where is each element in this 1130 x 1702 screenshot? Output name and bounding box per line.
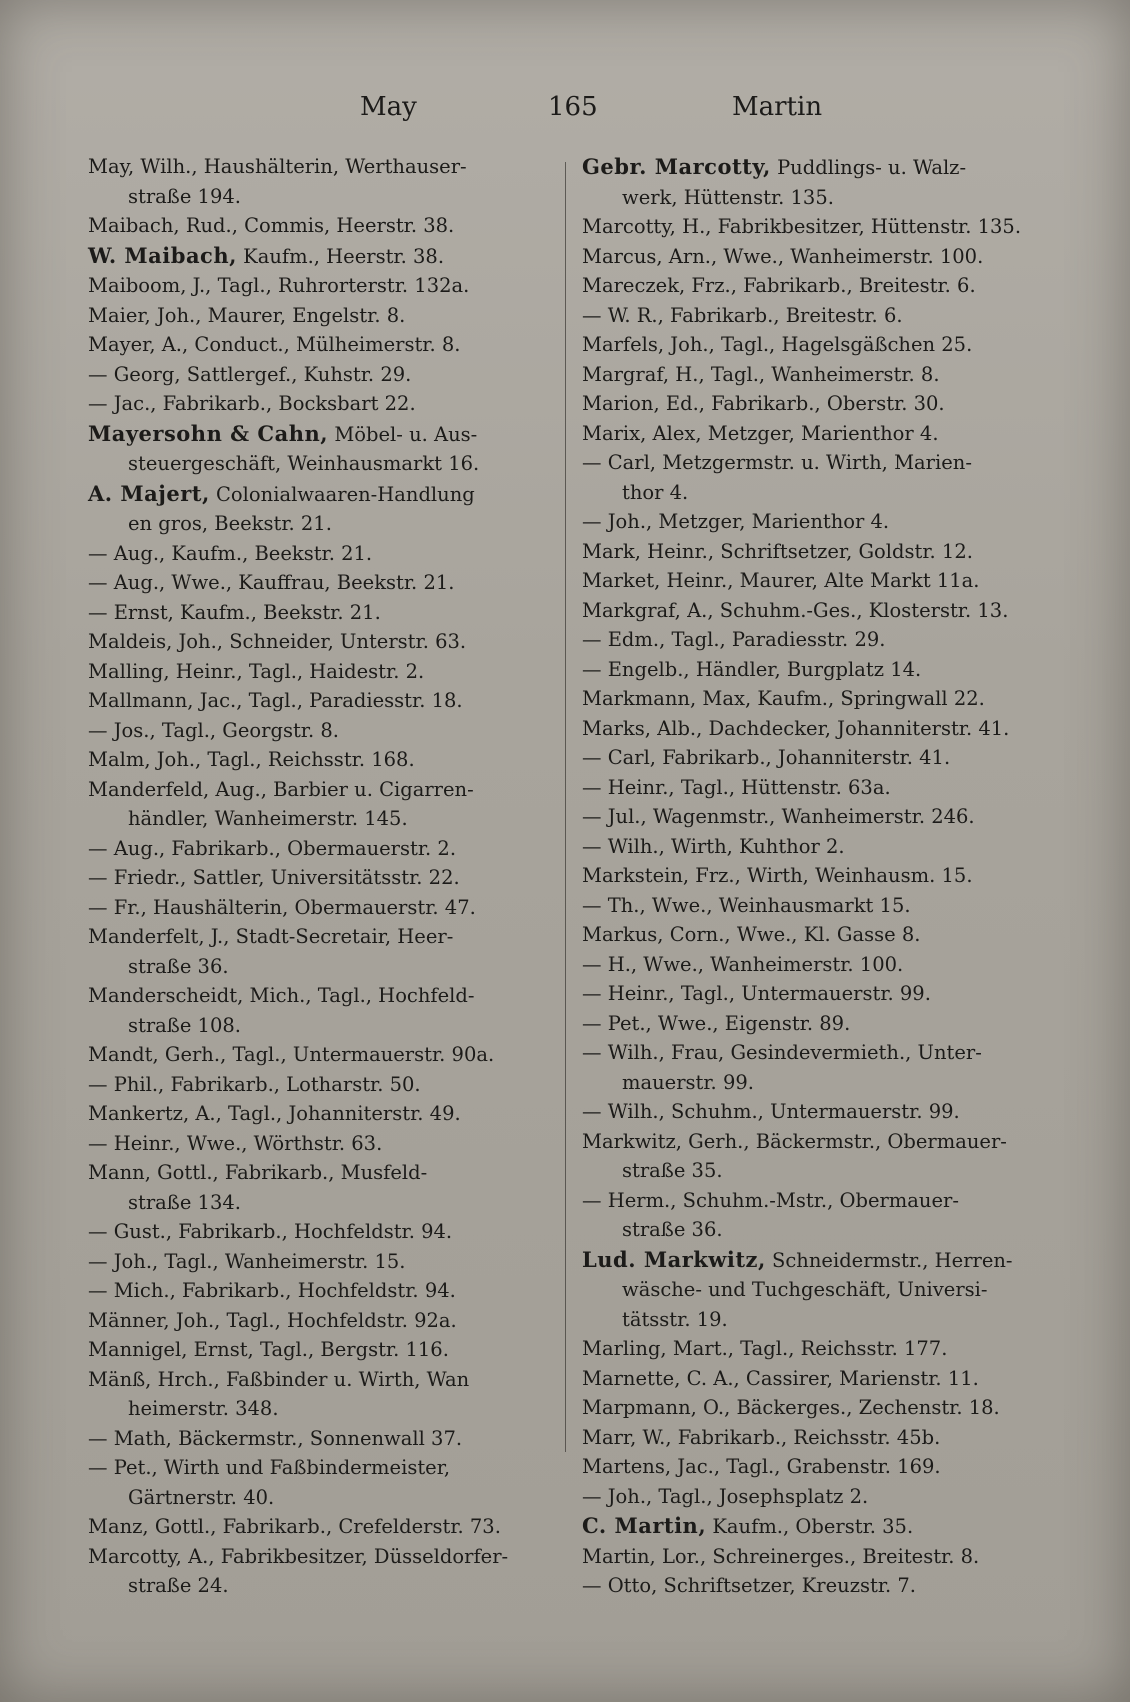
directory-entry	[582, 1245, 1052, 1335]
directory-entry	[88, 1217, 553, 1247]
entry-line: — Carl, Metzgermstr. u. Wirth, Marien-	[582, 451, 972, 474]
entry-line: Marling, Mart., Tagl., Reichsstr. 177.	[582, 1337, 948, 1360]
entry-line: — Aug., Fabrikarb., Obermauerstr. 2.	[88, 836, 457, 860]
entry-line: — Wilh., Schuhm., Untermauerstr. 99.	[582, 1100, 960, 1123]
directory-entry	[88, 686, 553, 716]
entry-line: — Aug., Kaufm., Beekstr. 21.	[88, 541, 373, 565]
entry-line: Marcotty, A., Fabrikbesitzer, Düsseldorfer-	[88, 1544, 509, 1568]
entry-line: — Engelb., Händler, Burgplatz 14.	[582, 657, 922, 681]
directory-entry	[88, 1247, 553, 1277]
entry-firm-name: W. Maibach,	[88, 242, 237, 268]
entry-line: Mareczek, Frz., Fabrikarb., Breitestr. 6.	[582, 274, 976, 297]
entry-line: Maiboom, J., Tagl., Ruhrorterstr. 132a.	[88, 274, 470, 297]
entry-continuation: händler, Wanheimerstr. 145.	[128, 807, 408, 830]
directory-entry	[582, 714, 1052, 744]
entry-line: — Joh., Metzger, Marienthor 4.	[582, 510, 890, 533]
entry-firm-name: Mayersohn & Cahn,	[88, 420, 329, 446]
directory-entry	[582, 861, 1052, 891]
entry-continuation: straße 194.	[128, 184, 241, 208]
entry-line: — Heinr., Tagl., Hüttenstr. 63a.	[582, 775, 891, 799]
entry-line: — Wilh., Wirth, Kuhthor 2.	[582, 834, 845, 858]
entry-line: Kaufm., Oberstr. 35.	[712, 1515, 914, 1538]
entry-line: Männer, Joh., Tagl., Hochfeldstr. 92a.	[88, 1308, 457, 1332]
directory-entry	[582, 152, 1052, 212]
directory-entry	[88, 241, 553, 272]
directory-entry	[88, 1542, 553, 1601]
entry-line: Markwitz, Gerh., Bäckermstr., Obermauer-	[582, 1129, 1007, 1153]
entry-line: Möbel- u. Aus-	[334, 422, 478, 446]
entry-line: — Mich., Fabrikarb., Hochfeldstr. 94.	[88, 1279, 456, 1302]
directory-entry	[582, 1364, 1052, 1394]
entry-line: Mandt, Gerh., Tagl., Untermauerstr. 90a.	[88, 1043, 495, 1066]
entry-line: Manderfeld, Aug., Barbier u. Cigarren-	[88, 777, 474, 801]
entry-continuation: steuergeschäft, Weinhausmarkt 16.	[128, 452, 480, 475]
entry-line: — Phil., Fabrikarb., Lotharstr. 50.	[88, 1072, 421, 1096]
directory-entry	[582, 360, 1052, 390]
directory-entry	[582, 507, 1052, 537]
entry-line: Maibach, Rud., Commis, Heerstr. 38.	[88, 214, 455, 237]
page-number: 165	[548, 92, 598, 122]
entry-line: Mayer, A., Conduct., Mülheimerstr. 8.	[88, 333, 461, 356]
directory-entry	[88, 1158, 553, 1217]
directory-entry	[582, 271, 1052, 301]
entry-line: — Jac., Fabrikarb., Bocksbart 22.	[88, 392, 416, 415]
directory-entry	[88, 775, 553, 834]
entry-line: Martin, Lor., Schreinerges., Breitestr. 8.	[582, 1544, 980, 1568]
directory-entry	[582, 596, 1052, 626]
entry-line: Puddlings- u. Walz-	[777, 156, 967, 179]
directory-entry	[88, 893, 553, 923]
entry-line: Maier, Joh., Maurer, Engelstr. 8.	[88, 303, 406, 327]
entry-line: Manz, Gottl., Fabrikarb., Crefelderstr. 73.	[88, 1515, 501, 1538]
directory-entry	[582, 743, 1052, 773]
directory-entry	[88, 1099, 553, 1129]
entry-line: — H., Wwe., Wanheimerstr. 100.	[582, 952, 904, 976]
entry-line: Manderfelt, J., Stadt-Secretair, Heer-	[88, 925, 454, 948]
entry-line: Marcus, Arn., Wwe., Wanheimerstr. 100.	[582, 244, 984, 268]
entry-line: Marpmann, O., Bäckerges., Zechenstr. 18.	[582, 1396, 1000, 1419]
directory-entry	[582, 212, 1052, 242]
directory-entry	[88, 716, 553, 746]
entry-line: Markstein, Frz., Wirth, Weinhausm. 15.	[582, 864, 973, 887]
entry-line: Manderscheidt, Mich., Tagl., Hochfeld-	[88, 984, 475, 1007]
entry-continuation: en gros, Beekstr. 21.	[128, 512, 332, 535]
entry-continuation: straße 36.	[128, 954, 229, 978]
directory-entry	[582, 1511, 1052, 1542]
entry-continuation: tätsstr. 19.	[622, 1307, 728, 1331]
directory-entry	[582, 832, 1052, 862]
directory-entry	[88, 1335, 553, 1365]
entry-line: — Heinr., Wwe., Wörthstr. 63.	[88, 1131, 383, 1155]
entry-line: Markmann, Max, Kaufm., Springwall 22.	[582, 687, 985, 710]
directory-entry	[582, 301, 1052, 331]
left-column	[88, 152, 553, 1601]
directory-entry	[582, 684, 1052, 714]
entry-line: — Gust., Fabrikarb., Hochfeldstr. 94.	[88, 1220, 453, 1243]
entry-line: Marix, Alex, Metzger, Marienthor 4.	[582, 421, 939, 445]
entry-line: — Th., Wwe., Weinhausmarkt 15.	[582, 893, 911, 917]
entry-line: May, Wilh., Haushälterin, Werthauser-	[88, 155, 467, 178]
directory-entry	[582, 979, 1052, 1009]
entry-line: Colonialwaaren-Handlung	[216, 482, 475, 506]
entry-continuation: wäsche- und Tuchgeschäft, Universi-	[622, 1278, 988, 1301]
directory-entry	[582, 537, 1052, 567]
entry-line: Mark, Heinr., Schriftsetzer, Goldstr. 12.	[582, 539, 973, 563]
entry-line: — Heinr., Tagl., Untermauerstr. 99.	[582, 982, 931, 1005]
directory-entry	[88, 922, 553, 981]
directory-entry	[88, 1512, 553, 1542]
entry-line: Mänß, Hrch., Faßbinder u. Wirth, Wan	[88, 1367, 470, 1391]
entry-line: — Fr., Haushälterin, Obermauerstr. 47.	[88, 895, 476, 919]
entry-line: — Otto, Schriftsetzer, Kreuzstr. 7.	[582, 1574, 917, 1597]
entry-line: — Pet., Wwe., Eigenstr. 89.	[582, 1011, 851, 1035]
directory-entry	[88, 1453, 553, 1512]
entry-line: — Joh., Tagl., Wanheimerstr. 15.	[88, 1249, 406, 1273]
entry-firm-name: Gebr. Marcotty,	[582, 154, 771, 179]
directory-entry	[88, 568, 553, 598]
page-header	[0, 92, 1130, 132]
directory-entry	[88, 657, 553, 687]
directory-entry	[582, 1038, 1052, 1097]
entry-line: — Edm., Tagl., Paradiesstr. 29.	[582, 628, 886, 651]
entry-line: Kaufm., Heerstr. 38.	[243, 244, 445, 268]
entry-continuation: straße 36.	[622, 1218, 723, 1241]
directory-entry	[582, 1127, 1052, 1186]
entry-line: — Joh., Tagl., Josephsplatz 2.	[582, 1484, 869, 1508]
entry-line: — Ernst, Kaufm., Beekstr. 21.	[88, 600, 381, 624]
directory-entry	[88, 152, 553, 211]
entry-firm-name: A. Majert,	[88, 480, 210, 506]
directory-entry	[582, 1571, 1052, 1601]
directory-entry	[88, 330, 553, 360]
entry-continuation: straße 108.	[128, 1013, 241, 1037]
entry-line: Marfels, Joh., Tagl., Hagelsgäßchen 25.	[582, 333, 973, 356]
entry-line: Marr, W., Fabrikarb., Reichsstr. 45b.	[582, 1425, 941, 1449]
directory-entry	[88, 419, 553, 479]
directory-entry	[582, 773, 1052, 803]
directory-entry	[88, 301, 553, 331]
entry-continuation: straße 134.	[128, 1190, 241, 1214]
entry-continuation: Gärtnerstr. 40.	[128, 1485, 275, 1509]
directory-entry	[582, 448, 1052, 507]
directory-entry	[582, 1452, 1052, 1482]
entry-line: — Math, Bäckermstr., Sonnenwall 37.	[88, 1426, 463, 1450]
directory-entry	[88, 479, 553, 539]
directory-entry	[88, 211, 553, 241]
entry-firm-name: C. Martin,	[582, 1513, 707, 1538]
directory-entry	[88, 389, 553, 419]
directory-entry	[582, 1009, 1052, 1039]
column-divider	[565, 162, 566, 1452]
directory-entry	[88, 745, 553, 775]
entry-line: Marnette, C. A., Cassirer, Marienstr. 11.	[582, 1366, 979, 1390]
entry-line: Markgraf, A., Schuhm.-Ges., Klosterstr. 13.	[582, 598, 1009, 622]
entry-continuation: mauerstr. 99.	[622, 1070, 754, 1094]
directory-entry	[582, 1423, 1052, 1453]
directory-entry	[582, 625, 1052, 655]
entry-continuation: werk, Hüttenstr. 135.	[622, 185, 834, 209]
entry-line: — Wilh., Frau, Gesindevermieth., Unter-	[582, 1041, 982, 1064]
directory-entry	[582, 389, 1052, 419]
entry-line: Market, Heinr., Maurer, Alte Markt 11a.	[582, 569, 980, 592]
entry-line: — Pet., Wirth und Faßbindermeister,	[88, 1456, 451, 1479]
entry-line: — Herm., Schuhm.-Mstr., Obermauer-	[582, 1188, 959, 1212]
entry-line: Martens, Jac., Tagl., Grabenstr. 169.	[582, 1455, 941, 1478]
directory-entry	[88, 360, 553, 390]
entry-line: Marks, Alb., Dachdecker, Johanniterstr. 41.	[582, 716, 1010, 740]
header-last-name: Martin	[732, 92, 823, 122]
entry-line: Mankertz, A., Tagl., Johanniterstr. 49.	[88, 1102, 461, 1125]
entry-line: — Jul., Wagenmstr., Wanheimerstr. 246.	[582, 805, 975, 828]
entry-line: — Carl, Fabrikarb., Johanniterstr. 41.	[582, 746, 951, 769]
directory-entry	[88, 539, 553, 569]
entry-line: — Aug., Wwe., Kauffrau, Beekstr. 21.	[88, 571, 455, 594]
entry-continuation: straße 24.	[128, 1574, 229, 1597]
directory-entry	[88, 627, 553, 657]
directory-entry	[88, 863, 553, 893]
entry-line: Malling, Heinr., Tagl., Haidestr. 2.	[88, 659, 425, 683]
directory-entry	[88, 1276, 553, 1306]
entry-line: Maldeis, Joh., Schneider, Unterstr. 63.	[88, 630, 467, 653]
directory-entry	[582, 1393, 1052, 1423]
directory-entry	[582, 419, 1052, 449]
entry-line: Mannigel, Ernst, Tagl., Bergstr. 116.	[88, 1338, 449, 1361]
entry-line: — W. R., Fabrikarb., Breitestr. 6.	[582, 303, 903, 327]
directory-entry	[582, 242, 1052, 272]
header-first-name: May	[360, 92, 417, 122]
right-column	[582, 152, 1052, 1601]
entry-continuation: heimerstr. 348.	[128, 1397, 279, 1420]
entry-line: Schneidermstr., Herren-	[772, 1248, 1013, 1272]
entry-firm-name: Lud. Markwitz,	[582, 1246, 766, 1272]
directory-entry	[582, 330, 1052, 360]
directory-entry	[582, 802, 1052, 832]
entry-line: Marcotty, H., Fabrikbesitzer, Hüttenstr. 135.	[582, 215, 1022, 238]
directory-entry	[88, 271, 553, 301]
entry-line: Marion, Ed., Fabrikarb., Oberstr. 30.	[582, 392, 945, 415]
directory-entry	[582, 891, 1052, 921]
entry-line: Mallmann, Jac., Tagl., Paradiesstr. 18.	[88, 689, 463, 712]
entry-line: Mann, Gottl., Fabrikarb., Musfeld-	[88, 1161, 428, 1184]
directory-entry	[582, 950, 1052, 980]
entry-line: — Georg, Sattlergef., Kuhstr. 29.	[88, 362, 412, 386]
entry-line: — Friedr., Sattler, Universitätsstr. 22.	[88, 866, 460, 889]
entry-line: Markus, Corn., Wwe., Kl. Gasse 8.	[582, 923, 921, 946]
directory-entry	[88, 1040, 553, 1070]
directory-entry	[88, 981, 553, 1040]
directory-entry	[582, 1482, 1052, 1512]
directory-entry	[88, 598, 553, 628]
directory-entry	[88, 1365, 553, 1424]
entry-line: Malm, Joh., Tagl., Reichsstr. 168.	[88, 748, 415, 771]
directory-entry	[582, 1334, 1052, 1364]
directory-entry	[582, 1542, 1052, 1572]
directory-entry	[582, 655, 1052, 685]
directory-entry	[582, 920, 1052, 950]
entry-continuation: thor 4.	[622, 480, 689, 504]
entry-line: Margraf, H., Tagl., Wanheimerstr. 8.	[582, 362, 940, 386]
directory-entry	[88, 1129, 553, 1159]
directory-entry	[88, 1070, 553, 1100]
entry-line: — Jos., Tagl., Georgstr. 8.	[88, 718, 339, 742]
directory-entry	[88, 834, 553, 864]
directory-entry	[88, 1306, 553, 1336]
directory-entry	[582, 1097, 1052, 1127]
entry-continuation: straße 35.	[622, 1159, 723, 1182]
directory-entry	[582, 566, 1052, 596]
directory-entry	[582, 1186, 1052, 1245]
directory-entry	[88, 1424, 553, 1454]
